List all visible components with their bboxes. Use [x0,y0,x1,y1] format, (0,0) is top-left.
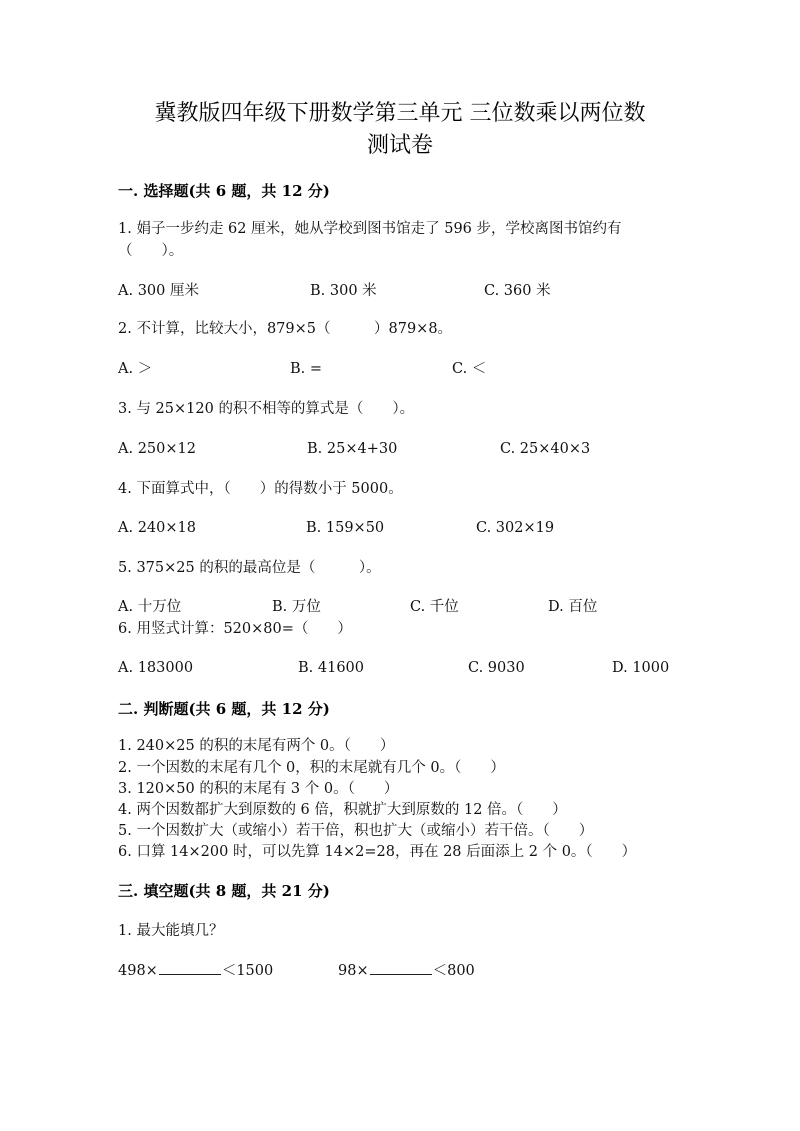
section-1-heading: 一. 选择题(共 6 题，共 12 分) [118,182,330,200]
question-6-option-a: A. 183000 [118,660,194,676]
judgement-item-6: 6. 口算 14×200 时，可以先算 14×2=28，再在 28 后面添上 2 个 0。（ ） [118,844,637,860]
fill-expression-2-right: ＜800 [432,963,475,979]
question-6-option-b: B. 41600 [298,660,365,676]
question-6-option-c: C. 9030 [468,660,525,676]
question-2-option-b: B. = [290,361,323,377]
question-5-option-a: A. 十万位 [118,599,182,615]
question-5-text: 5. 375×25 的积的最高位是（ ）。 [118,560,381,576]
question-3-option-a: A. 250×12 [118,441,196,457]
question-5-option-d: D. 百位 [548,599,598,615]
fill-expression-1-left: 498× [118,963,158,979]
judgement-item-2: 2. 一个因数的末尾有几个 0，积的末尾就有几个 0。（ ） [118,760,505,776]
section-3-heading: 三. 填空题(共 8 题，共 21 分) [118,882,330,900]
question-2-option-c: C. ＜ [452,361,487,377]
question-4-option-b: B. 159×50 [306,520,385,536]
question-1-text: 1. 娟子一步约走 62 厘米，她从学校到图书馆走了 596 步，学校离图书馆约有 [118,221,622,237]
fill-expression-2 [338,962,475,980]
judgement-item-4: 4. 两个因数都扩大到原数的 6 倍，积就扩大到原数的 12 倍。（ ） [118,802,567,818]
question-3-text: 3. 与 25×120 的积不相等的算式是（ ）。 [118,401,415,417]
judgement-item-3: 3. 120×50 的积的末尾有 3 个 0。（ ） [118,781,399,797]
question-4-option-c: C. 302×19 [476,520,555,536]
fill-expression-2-left: 98× [338,963,369,979]
question-5-option-c: C. 千位 [410,599,459,615]
question-1-option-a: A. 300 厘米 [118,283,199,299]
question-6-option-d: D. 1000 [612,660,670,676]
question-4-text: 4. 下面算式中，（ ）的得数小于 5000。 [118,481,403,497]
exam-title-line1: 冀教版四年级下册数学第三单元 三位数乘以两位数 [154,101,646,126]
fill-question-1-text: 1. 最大能填几？ [118,923,224,939]
question-6-text: 6. 用竖式计算：520×80=（ ） [118,621,352,637]
fill-expression-1-right: ＜1500 [221,963,274,979]
question-1-text-cont: （ ）。 [118,243,184,259]
judgement-item-5: 5. 一个因数扩大（或缩小）若干倍，积也扩大（或缩小）若干倍。（ ） [118,823,594,839]
judgement-item-1: 1. 240×25 的积的末尾有两个 0。（ ） [118,738,395,754]
question-1-option-b: B. 300 米 [310,283,377,299]
fill-blank-1[interactable] [159,962,221,975]
question-1-option-c: C. 360 米 [484,283,551,299]
fill-expression-1 [118,962,273,980]
exam-title-line2: 测试卷 [366,133,433,158]
question-3-option-b: B. 25×4+30 [307,441,398,457]
question-3-option-c: C. 25×40×3 [500,441,591,457]
section-2-heading: 二. 判断题(共 6 题，共 12 分) [118,700,330,718]
question-2-option-a: A. ＞ [118,361,153,377]
question-4-option-a: A. 240×18 [118,520,196,536]
question-5-option-b: B. 万位 [272,599,321,615]
fill-blank-2[interactable] [370,962,432,975]
question-2-text: 2. 不计算，比较大小，879×5（ ）879×8。 [118,321,453,337]
